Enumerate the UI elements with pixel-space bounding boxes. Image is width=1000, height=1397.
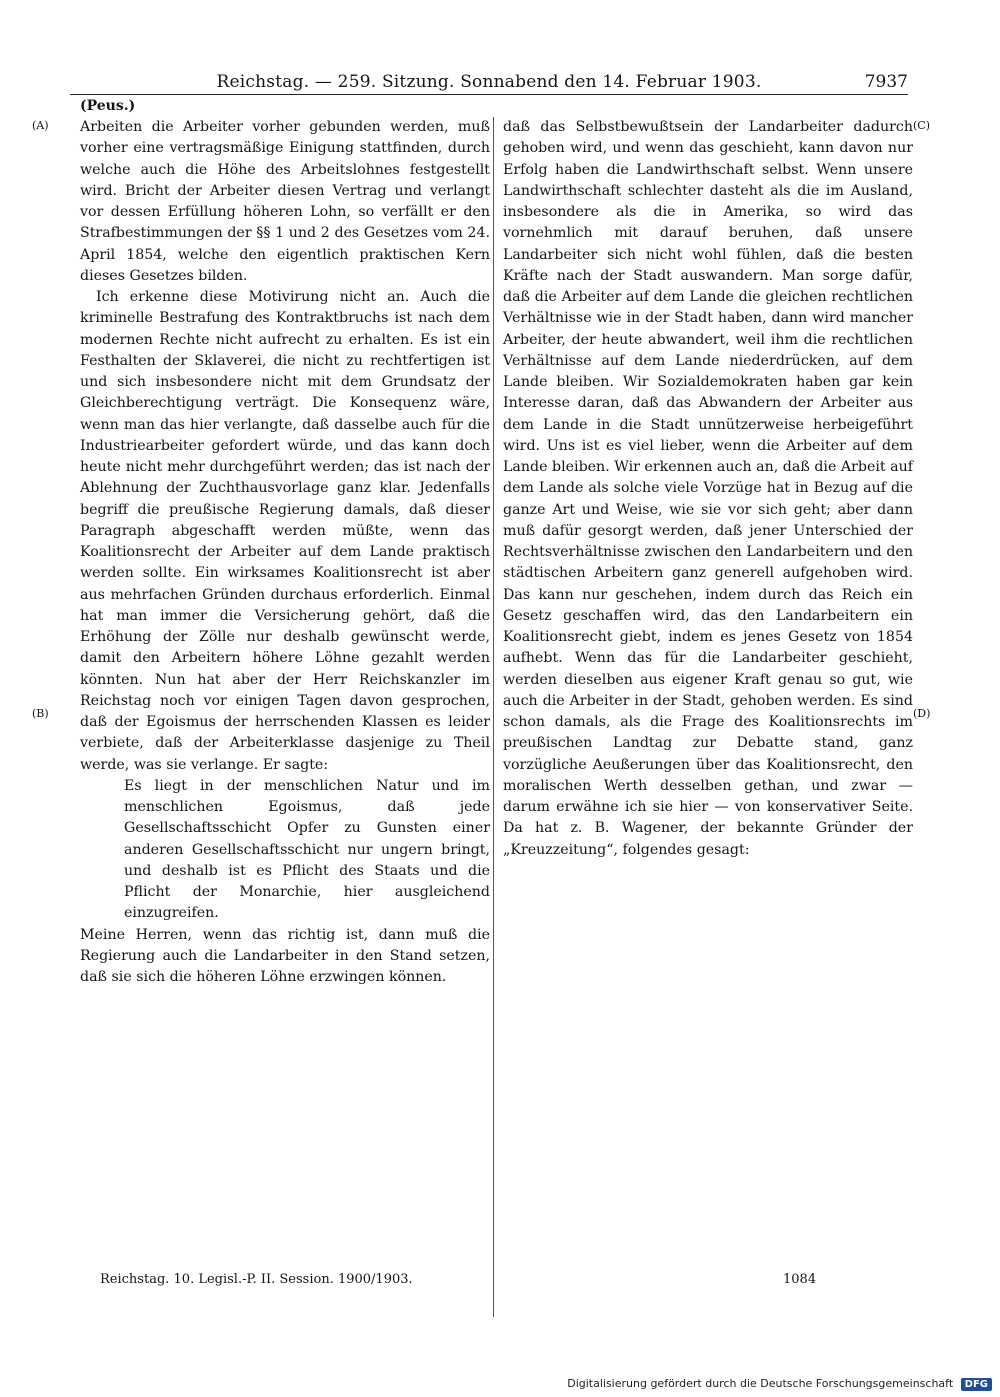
margin-mark-d: (D)	[913, 707, 931, 720]
page-header	[70, 72, 908, 95]
paragraph: daß das Selbstbewußtsein der Landarbeiter dadurch gehoben wird, und wenn das geschieht, kann davon nur Erfolg haben die Landwirthschaft selbst. Wenn unsere Landwirthschaft schlechter dasteht als die im Ausland, insbesondere als die in Amerika, so wird das vornehmlich mit darauf beruhen, daß unsere Landarbeiter sich nicht wohl fühlen, daß die besten Kräfte nach der Stadt auswandern. Man sorge dafür, daß die Arbeiter auf dem Lande die gleichen rechtlichen Verhältnisse wie in der Stadt haben, dann wird mancher Arbeiter, der heute abwandert, weil ihm die rechtlichen Verhältnisse auf dem Lande niederdrücken, auf dem Lande bleiben. Wir Sozialdemokraten haben gar kein Interesse daran, daß das Abwandern der Arbeiter aus dem Lande in die Stadt unnützerweise herbeigeführt wird. Uns ist es viel lieber, wenn die Arbeiter auf dem Lande bleiben. Wir erkennen auch an, daß die Arbeit auf dem Lande als solche viele Vorzüge hat in Bezug auf die ganze Art und Weise, wie sie vor sich geht; aber dann muß dafür gesorgt werden, daß jener Unterschied der Rechtsverhältnisse zwischen den Landarbeitern und den städtischen Arbeitern ganz generell aufgehoben wird. Das kann nur geschehen, indem durch das Reich ein Gesetz geschaffen wird, das den Landarbeitern ein Koalitionsrecht giebt, indem es jenes Gesetz von 1854 aufhebt. Wenn das für die Landarbeiter geschieht, werden dieselben aus eigener Kraft genau so gut, wie auch die Arbeiter in der Stadt, gehoben werden. Es sind schon damals, als die Frage des Koalitionsrechts im preußischen Landtag zur Debatte stand, ganz vorzügliche Aeußerungen über das Koalitionsrecht, den moralischen Werth desselben gethan, und zwar — darum erwähne ich sie hier — von konservativer Seite. Da hat z. B. Wagener, der bekannte Gründer der „Kreuzzeitung“, folgendes gesagt:	[503, 119, 913, 858]
dfg-logo-icon: DFG	[961, 1378, 992, 1391]
left-column	[80, 117, 490, 988]
credit-text: Digitalisierung gefördert durch die Deutsche Forschungsgemeinschaft	[567, 1377, 954, 1390]
column-divider	[493, 117, 494, 1317]
footer-sheet-number: 1084	[783, 1272, 817, 1287]
margin-mark-b: (B)	[32, 707, 49, 720]
margin-mark-c: (C)	[913, 119, 930, 132]
margin-mark-a: (A)	[32, 119, 49, 132]
page-number: 7937	[864, 72, 908, 92]
speaker-name: (Peus.)	[80, 98, 136, 114]
right-column	[503, 117, 913, 861]
paragraph: Arbeiten die Arbeiter vorher gebunden werden, muß vorher eine vertragsmäßige Einigung stattfinden, durch welche auch die Höhe des Arbeitslohnes festgestellt wird. Bricht der Arbeiter diesen Vertrag und verlangt vor dessen Erfüllung höheren Lohn, so verfällt er den Strafbestimmungen der §§ 1 und 2 des Gesetzes vom 24. April 1854, welche den eigentlich praktischen Kern dieses Gesetzes bilden.	[80, 119, 490, 284]
digitization-credit	[567, 1377, 992, 1391]
quotation: Es liegt in der menschlichen Natur und im menschlichen Egoismus, daß jede Gesellschaftsschicht Opfer zu Gunsten einer anderen Gesellschaftsschicht nur ungern bringt, und deshalb ist es Pflicht des Staats und die Pflicht der Monarchie, hier ausgleichend einzugreifen.	[124, 777, 490, 922]
footer-session-info: Reichstag. 10. Legisl.-P. II. Session. 1900/1903.	[100, 1272, 413, 1287]
paragraph: Ich erkenne diese Motivirung nicht an. Auch die kriminelle Bestrafung des Kontraktbruchs ist nach dem modernen Rechte nicht aufrecht zu erhalten. Es ist ein Festhalten der Sklaverei, die nicht zu rechtfertigen ist und sich insbesondere nicht mit dem Grundsatz der Gleichberechtigung verträgt. Die Konsequenz wäre, wenn man das hier verlangte, daß dasselbe auch für die Industriearbeiter gefordert würde, und das kann doch heute nicht mehr durchgeführt werden; das ist nach der Ablehnung der Zuchthausvorlage ganz klar. Jedenfalls begriff die preußische Regierung damals, daß dieser Paragraph abgeschafft werden müßte, wenn das Koalitionsrecht der Arbeiter auf dem Lande praktisch werden sollte. Ein wirksames Koalitionsrecht ist aber aus mehrfachen Gründen durchaus erforderlich. Einmal hat man immer die Versicherung gehört, daß die Erhöhung der Zölle nur deshalb gewünscht werde, damit den Arbeitern höhere Löhne gezahlt werden könnten. Nun hat aber der Herr Reichskanzler im Reichstag noch vor einigen Tagen davon gesprochen, daß der Egoismus der herrschenden Klassen es leider verbiete, daß der Arbeiterklasse dasjenige zu Theil werde, was sie verlange. Er sagte:	[80, 289, 490, 773]
paragraph: Meine Herren, wenn das richtig ist, dann muß die Regierung auch die Landarbeiter in den Stand setzen, daß sie sich die höheren Löhne erzwingen können.	[80, 926, 490, 985]
page-title: Reichstag. — 259. Sitzung. Sonnabend den 14. Februar 1903.	[216, 72, 762, 92]
